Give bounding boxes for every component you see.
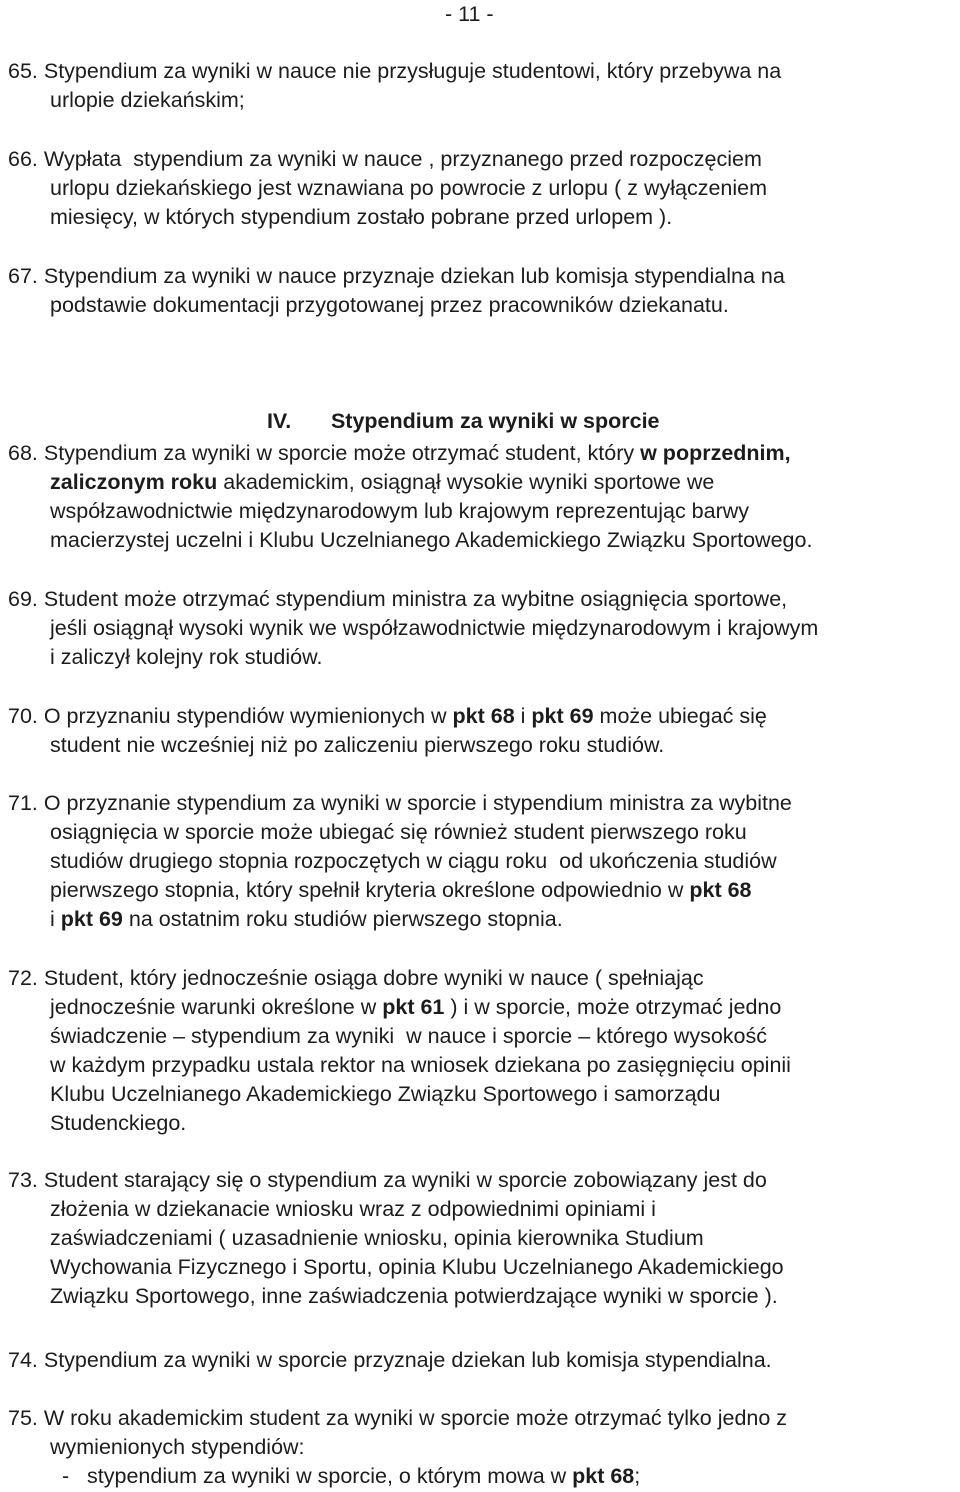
text-segment: 65. Stypendium za wyniki w nauce nie przysługuje studentowi, który przebywa na — [8, 59, 782, 83]
text-line — [8, 145, 958, 174]
text-segment: Klubu Uczelnianego Akademickiego Związku Sportowego i samorządu — [50, 1082, 721, 1106]
text-segment: 71. O przyznanie stypendium za wyniki w sporcie i stypendium ministra za wybitne — [8, 791, 792, 815]
text-segment: 67. Stypendium za wyniki w nauce przyznaje dziekan lub komisja stypendialna na — [8, 264, 785, 288]
text-line — [8, 174, 958, 203]
text-line — [8, 643, 958, 672]
text-segment: pierwszego stopnia, który spełnił kryteria określone odpowiednio w — [50, 878, 690, 902]
text-segment: studiów drugiego stopnia rozpoczętych w ciągu roku od ukończenia studiów — [50, 849, 777, 873]
text-segment: i — [50, 907, 61, 931]
text-segment: miesięcy, w których stypendium zostało pobrane przed urlopem ). — [50, 205, 673, 229]
text-line — [8, 818, 958, 847]
text-line — [8, 1346, 958, 1375]
text-line — [8, 203, 958, 232]
text-line — [8, 964, 958, 993]
text-segment: macierzystej uczelni i Klubu Uczelnianego Akademickiego Związku Sportowego. — [50, 528, 813, 552]
bold-text: w poprzednim, — [640, 441, 791, 465]
text-line — [8, 262, 958, 291]
text-line — [8, 497, 958, 526]
text-line — [8, 291, 958, 320]
text-line — [8, 1195, 958, 1224]
text-segment: - stypendium za wyniki w sporcie, o którym mowa w — [50, 1464, 573, 1488]
bold-text: pkt 69 — [60, 907, 123, 931]
paragraph-73 — [8, 1166, 958, 1311]
text-line — [8, 468, 958, 497]
text-segment: i zaliczył kolejny rok studiów. — [50, 645, 323, 669]
text-segment: wymienionych stypendiów: — [50, 1435, 305, 1459]
paragraph-70 — [8, 702, 958, 760]
text-line — [8, 439, 958, 468]
text-line — [8, 86, 958, 115]
text-line — [8, 1166, 958, 1195]
text-segment: ) i w sporcie, może otrzymać jedno — [444, 995, 782, 1019]
bold-text: pkt 69 — [531, 704, 594, 728]
paragraph-69 — [8, 585, 958, 672]
section-number: IV. — [266, 409, 292, 433]
paragraph-75 — [8, 1404, 958, 1491]
text-line — [8, 731, 958, 760]
text-line — [8, 614, 958, 643]
text-line — [8, 876, 958, 905]
text-segment: ; — [634, 1464, 641, 1488]
text-segment: 69. Student może otrzymać stypendium ministra za wybitne osiągnięcia sportowe, — [8, 587, 788, 611]
text-line — [8, 905, 958, 934]
text-segment: 75. W roku akademickim student za wyniki w sporcie może otrzymać tylko jedno z — [8, 1406, 788, 1430]
text-line — [8, 993, 958, 1022]
text-line — [8, 1282, 958, 1311]
text-segment: 74. Stypendium za wyniki w sporcie przyznaje dziekan lub komisja stypendialna. — [8, 1348, 772, 1372]
text-segment: i — [514, 704, 532, 728]
text-line — [8, 847, 958, 876]
text-segment: akademickim, osiągnął wysokie wyniki sportowe we — [217, 470, 715, 494]
text-segment: urlopu dziekańskiego jest wznawiana po powrocie z urlopu ( z wyłączeniem — [50, 176, 768, 200]
bold-text: pkt 61 — [382, 995, 445, 1019]
bold-text: pkt 68 — [452, 704, 515, 728]
paragraph-72 — [8, 964, 958, 1138]
page-number: - 11 - — [445, 2, 494, 26]
bold-text: zaliczonym roku — [50, 470, 218, 494]
bold-text: pkt 68 — [572, 1464, 635, 1488]
text-line — [8, 1404, 958, 1433]
paragraph-66 — [8, 145, 958, 232]
text-line — [8, 1080, 958, 1109]
paragraph-68 — [8, 439, 958, 555]
text-segment: Studenckiego. — [50, 1111, 187, 1135]
paragraph-67 — [8, 262, 958, 320]
text-segment: zaświadczeniami ( uzasadnienie wniosku, opinia kierownika Studium — [50, 1226, 704, 1250]
text-segment: 73. Student starający się o stypendium za wyniki w sporcie zobowiązany jest do — [8, 1168, 767, 1192]
text-segment: 72. Student, który jednocześnie osiąga dobre wyniki w nauce ( spełniając — [8, 966, 704, 990]
bold-text: pkt 68 — [689, 878, 752, 902]
text-line — [8, 702, 958, 731]
text-segment: w każdym przypadku ustala rektor na wniosek dziekana po zasięgnięciu opinii — [50, 1053, 791, 1077]
text-segment: Wychowania Fizycznego i Sportu, opinia Klubu Uczelnianego Akademickiego — [50, 1255, 784, 1279]
text-line — [8, 1109, 958, 1138]
text-segment: 66. Wypłata stypendium za wyniki w nauce , przyznanego przed rozpoczęciem — [8, 147, 762, 171]
text-line — [8, 1253, 958, 1282]
text-line — [8, 1051, 958, 1080]
text-segment: podstawie dokumentacji przygotowanej przez pracowników dziekanatu. — [50, 293, 729, 317]
text-segment: złożenia w dziekanacie wniosku wraz z odpowiednimi opiniami i — [50, 1197, 656, 1221]
text-line — [8, 1433, 958, 1462]
text-segment: student nie wcześniej niż po zaliczeniu pierwszego roku studiów. — [50, 733, 665, 757]
section-heading — [255, 378, 660, 436]
text-segment: 68. Stypendium za wyniki w sporcie może otrzymać student, który — [8, 441, 641, 465]
text-line — [8, 585, 958, 614]
text-line — [8, 57, 958, 86]
text-segment: 70. O przyznaniu stypendiów wymienionych w — [8, 704, 453, 728]
text-line — [8, 789, 958, 818]
text-line — [8, 1022, 958, 1051]
text-line — [8, 526, 958, 555]
text-segment: na ostatnim roku studiów pierwszego stopnia. — [122, 907, 563, 931]
text-segment: jednocześnie warunki określone w — [50, 995, 383, 1019]
text-line — [8, 1224, 958, 1253]
text-segment: współzawodnictwie międzynarodowym lub krajowym reprezentując barwy — [50, 499, 750, 523]
paragraph-74 — [8, 1346, 958, 1375]
text-segment: jeśli osiągnął wysoki wynik we współzawodnictwie międzynarodowym i krajowym — [50, 616, 819, 640]
text-segment: świadczenie – stypendium za wyniki w nauce i sporcie – którego wysokość — [50, 1024, 767, 1048]
section-title: Stypendium za wyniki w sporcie — [330, 409, 660, 433]
text-segment: urlopie dziekańskim; — [50, 88, 245, 112]
text-segment: może ubiegać się — [593, 704, 767, 728]
text-line — [8, 1462, 958, 1491]
text-segment: Związku Sportowego, inne zaświadczenia potwierdzające wyniki w sporcie ). — [50, 1284, 778, 1308]
paragraph-65 — [8, 57, 958, 115]
text-segment: osiągnięcia w sporcie może ubiegać się również student pierwszego roku — [50, 820, 747, 844]
paragraph-71 — [8, 789, 958, 934]
